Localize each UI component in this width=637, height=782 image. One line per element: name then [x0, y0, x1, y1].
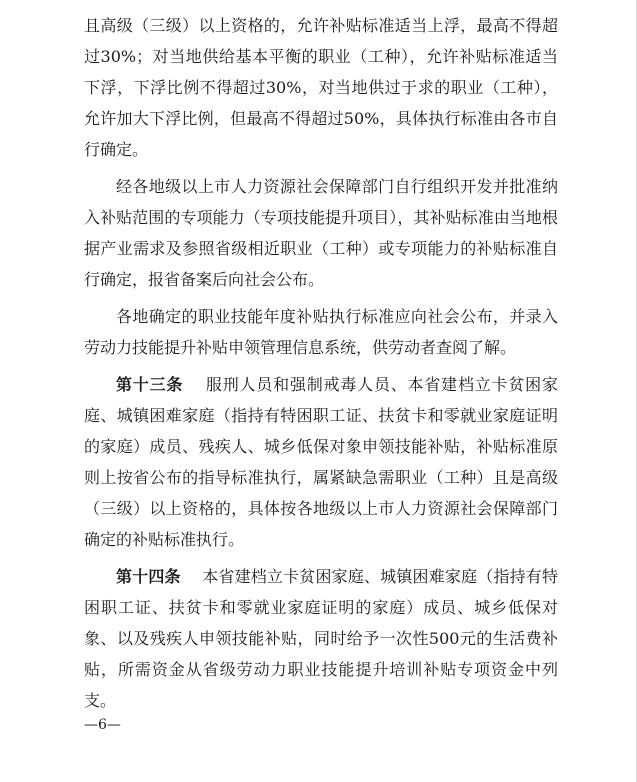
article-body: [84, 375, 558, 549]
article-body: [84, 567, 558, 710]
document-body: [84, 10, 558, 722]
page-number: —6—: [84, 717, 121, 733]
paragraph-continued: [84, 10, 558, 165]
article-heading: 第十三条: [116, 375, 184, 394]
paragraph-publication: [84, 301, 558, 363]
article-heading: 第十四条: [116, 567, 181, 586]
paragraph-text: 各地确定的职业技能年度补贴执行标准应向社会公布，并录入劳动力技能提升补贴申领管理信息系统，供劳动者查阅了解。: [84, 307, 558, 357]
article-text: 服刑人员和强制戒毒人员、本省建档立卡贫困家庭、城镇困难家庭（指持有特困职工证、扶贫卡和零就业家庭证明的家庭）成员、残疾人、城乡低保对象申领技能补贴，补贴标准原则上按省公布的指导标准执行，属紧缺急需职业（工种）且是高级（三级）以上资格的，具体按各地级以上市人力资源社会保障部门确定的补贴标准执行。: [84, 375, 558, 549]
paragraph-text: 经各地级以上市人力资源社会保障部门自行组织开发并批准纳入补贴范围的专项能力（专项技能提升项目），其补贴标准由当地根据产业需求及参照省级相近职业（工种）或专项能力的补贴标准自行确定，报省备案后向社会公布。: [84, 177, 558, 289]
article-14: [84, 561, 558, 716]
article-13: [84, 369, 558, 555]
article-text: 本省建档立卡贫困家庭、城镇困难家庭（指持有特困职工证、扶贫卡和零就业家庭证明的家庭）成员、城乡低保对象、以及残疾人申领技能补贴，同时给予一次性500元的生活费补贴，所需资金从省级劳动力职业技能提升培训补贴专项资金中列支。: [84, 567, 558, 710]
paragraph-special-ability: [84, 171, 558, 295]
paragraph-text: 且高级（三级）以上资格的，允许补贴标准适当上浮，最高不得超过30%；对当地供给基本平衡的职业（工种），允许补贴标准适当下浮，下浮比例不得超过30%，对当地供过于求的职业（工种），允许加大下浮比例，但最高不得超过50%，具体执行标准由各市自行确定。: [84, 16, 558, 159]
